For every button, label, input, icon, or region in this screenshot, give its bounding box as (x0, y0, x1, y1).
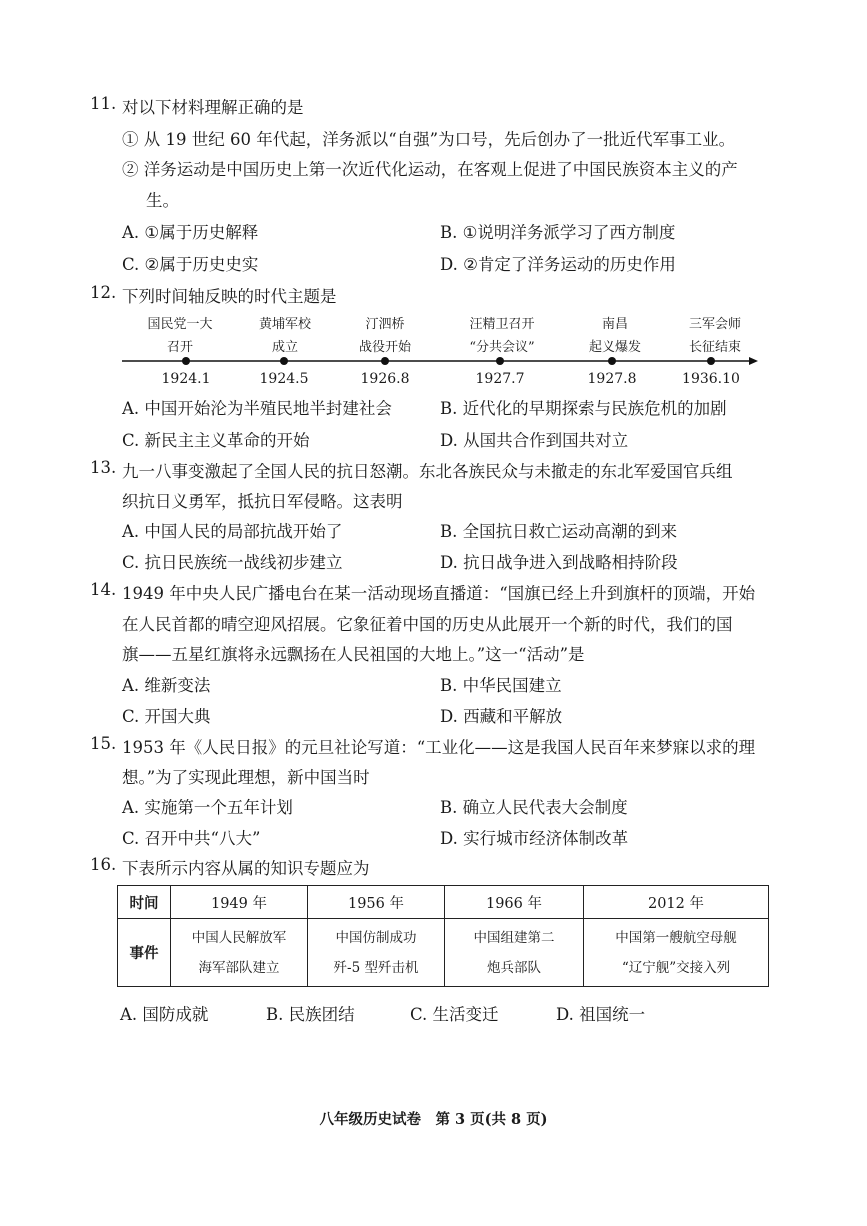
question-stem-cont: 织抗日义勇军，抵抗日军侵略。这表明 (122, 492, 403, 511)
option-a[interactable]: A. 维新变法 (122, 676, 211, 695)
option-c[interactable]: C. 开国大典 (122, 707, 211, 726)
timeline-event-5 (570, 313, 660, 359)
question-stem-cont: 旗——五星红旗将永远飘扬在人民祖国的大地上。”这一“活动”是 (122, 645, 585, 664)
timeline-event-2 (240, 313, 330, 359)
table-year: 2012 年 (584, 886, 769, 919)
option-b[interactable]: B. 近代化的早期探索与民族危机的加剧 (440, 399, 727, 418)
option-d[interactable]: D. ②肯定了洋务运动的历史作用 (440, 255, 676, 274)
option-a[interactable]: A. 中国人民的局部抗战开始了 (122, 522, 343, 541)
timeline-event-3 (340, 313, 430, 359)
table-cell (171, 919, 308, 987)
timeline-event-1 (135, 313, 225, 359)
timeline-label: 成立 (271, 340, 298, 355)
table-year: 1966 年 (445, 886, 584, 919)
timeline-event-4 (452, 313, 552, 359)
question-number: 15. (90, 734, 117, 753)
table-row-label: 事件 (118, 919, 171, 987)
table-cell-line: 中国组建第二 (473, 929, 555, 946)
option-a[interactable]: A. ①属于历史解释 (122, 223, 259, 242)
table-row (118, 886, 769, 919)
timeline-label: 国民党一大 (147, 317, 213, 332)
question-stem: 1953 年《人民日报》的元旦社论写道：“工业化——这是我国人民百年来梦寐以求的理 (122, 738, 756, 757)
option-c[interactable]: C. 生活变迁 (410, 1005, 499, 1024)
table-cell (308, 919, 445, 987)
timeline-date: 1936.10 (682, 371, 740, 387)
option-a[interactable]: A. 中国开始沦为半殖民地半封建社会 (122, 399, 392, 418)
timeline-dot (707, 357, 715, 365)
option-d[interactable]: D. 实行城市经济体制改革 (440, 829, 629, 848)
timeline-date: 1924.1 (161, 371, 211, 387)
option-a[interactable]: A. 国防成就 (120, 1005, 209, 1024)
material-1: ① 从 19 世纪 60 年代起，洋务派以“自强”为口号，先后创办了一批近代军事工业。 (122, 130, 736, 149)
table-cell-line: 歼-5 型歼击机 (333, 959, 419, 976)
table-cell (445, 919, 584, 987)
option-d[interactable]: D. 西藏和平解放 (440, 707, 563, 726)
table-cell-line: 中国第一艘航空母舰 (615, 929, 737, 946)
timeline-dot (381, 357, 389, 365)
question-stem-cont: 在人民首都的晴空迎风招展。它象征着中国的历史从此展开一个新的时代，我们的国 (122, 615, 733, 634)
timeline-dot (182, 357, 190, 365)
option-b[interactable]: B. 确立人民代表大会制度 (440, 798, 628, 817)
timeline-date: 1926.8 (360, 371, 410, 387)
timeline-label: 长征结束 (688, 340, 741, 355)
question-number: 13. (90, 458, 117, 477)
question-stem: 下列时间轴反映的时代主题是 (122, 287, 337, 306)
question-stem: 1949 年中央人民广播电台在某一活动现场直播道：“国旗已经上升到旗杆的顶端，开始 (122, 584, 756, 603)
table-cell-line: 中国人民解放军 (191, 929, 287, 946)
option-c[interactable]: C. 抗日民族统一战线初步建立 (122, 553, 343, 572)
timeline-date: 1924.5 (259, 371, 309, 387)
timeline-dot (496, 357, 504, 365)
timeline-dot (280, 357, 288, 365)
material-2-cont: 生。 (146, 191, 179, 210)
timeline-label: 召开 (166, 340, 193, 355)
option-c[interactable]: C. 召开中共“八大” (122, 829, 261, 848)
table-cell-line: 炮兵部队 (487, 959, 541, 976)
option-c[interactable]: C. 新民主主义革命的开始 (122, 431, 310, 450)
option-b[interactable]: B. 全国抗日救亡运动高潮的到来 (440, 522, 678, 541)
question-stem: 九一八事变激起了全国人民的抗日怒潮。东北各族民众与未撤走的东北军爱国官兵组 (122, 462, 733, 481)
timeline-event-6 (670, 313, 760, 359)
option-b[interactable]: B. 中华民国建立 (440, 676, 562, 695)
option-b[interactable]: B. 民族团结 (266, 1005, 355, 1024)
page-footer: 八年级历史试卷 第 3 页(共 8 页) (319, 1111, 548, 1128)
table-cell (584, 919, 769, 987)
option-d[interactable]: D. 祖国统一 (556, 1005, 646, 1024)
option-c[interactable]: C. ②属于历史史实 (122, 255, 259, 274)
table-cell-line: 海军部队建立 (198, 959, 280, 976)
timeline-label: 汪精卫召开 (469, 317, 535, 332)
table-year: 1956 年 (308, 886, 445, 919)
table-cell-line: 中国仿制成功 (335, 929, 417, 946)
material-2: ② 洋务运动是中国历史上第一次近代化运动，在客观上促进了中国民族资本主义的产 (122, 160, 738, 179)
events-table (117, 885, 769, 987)
timeline-label: “分共会议” (469, 340, 535, 355)
timeline-label: 汀泗桥 (365, 317, 405, 332)
timeline-label: 战役开始 (358, 340, 411, 355)
timeline-dot (608, 357, 616, 365)
question-stem-cont: 想。”为了实现此理想，新中国当时 (122, 768, 370, 787)
option-a[interactable]: A. 实施第一个五年计划 (122, 798, 293, 817)
question-stem: 对以下材料理解正确的是 (122, 98, 304, 117)
timeline-date: 1927.8 (587, 371, 637, 387)
table-row (118, 919, 769, 987)
question-number: 12. (90, 283, 117, 302)
timeline-label: 南昌 (601, 317, 628, 332)
question-stem: 下表所示内容从属的知识专题应为 (122, 859, 370, 878)
table-cell-line: “辽宁舰”交接入列 (621, 959, 731, 976)
timeline-label: 三军会师 (688, 317, 741, 332)
option-b[interactable]: B. ①说明洋务派学习了西方制度 (440, 223, 676, 242)
timeline-date: 1927.7 (475, 371, 525, 387)
timeline-label: 起义爆发 (588, 340, 641, 355)
table-header-label: 时间 (118, 886, 171, 919)
table-year: 1949 年 (171, 886, 308, 919)
question-number: 14. (90, 580, 117, 599)
option-d[interactable]: D. 从国共合作到国共对立 (440, 431, 629, 450)
question-number: 16. (90, 855, 117, 874)
question-number: 11. (90, 94, 117, 113)
timeline-label: 黄埔军校 (258, 317, 311, 332)
option-d[interactable]: D. 抗日战争进入到战略相持阶段 (440, 553, 678, 572)
